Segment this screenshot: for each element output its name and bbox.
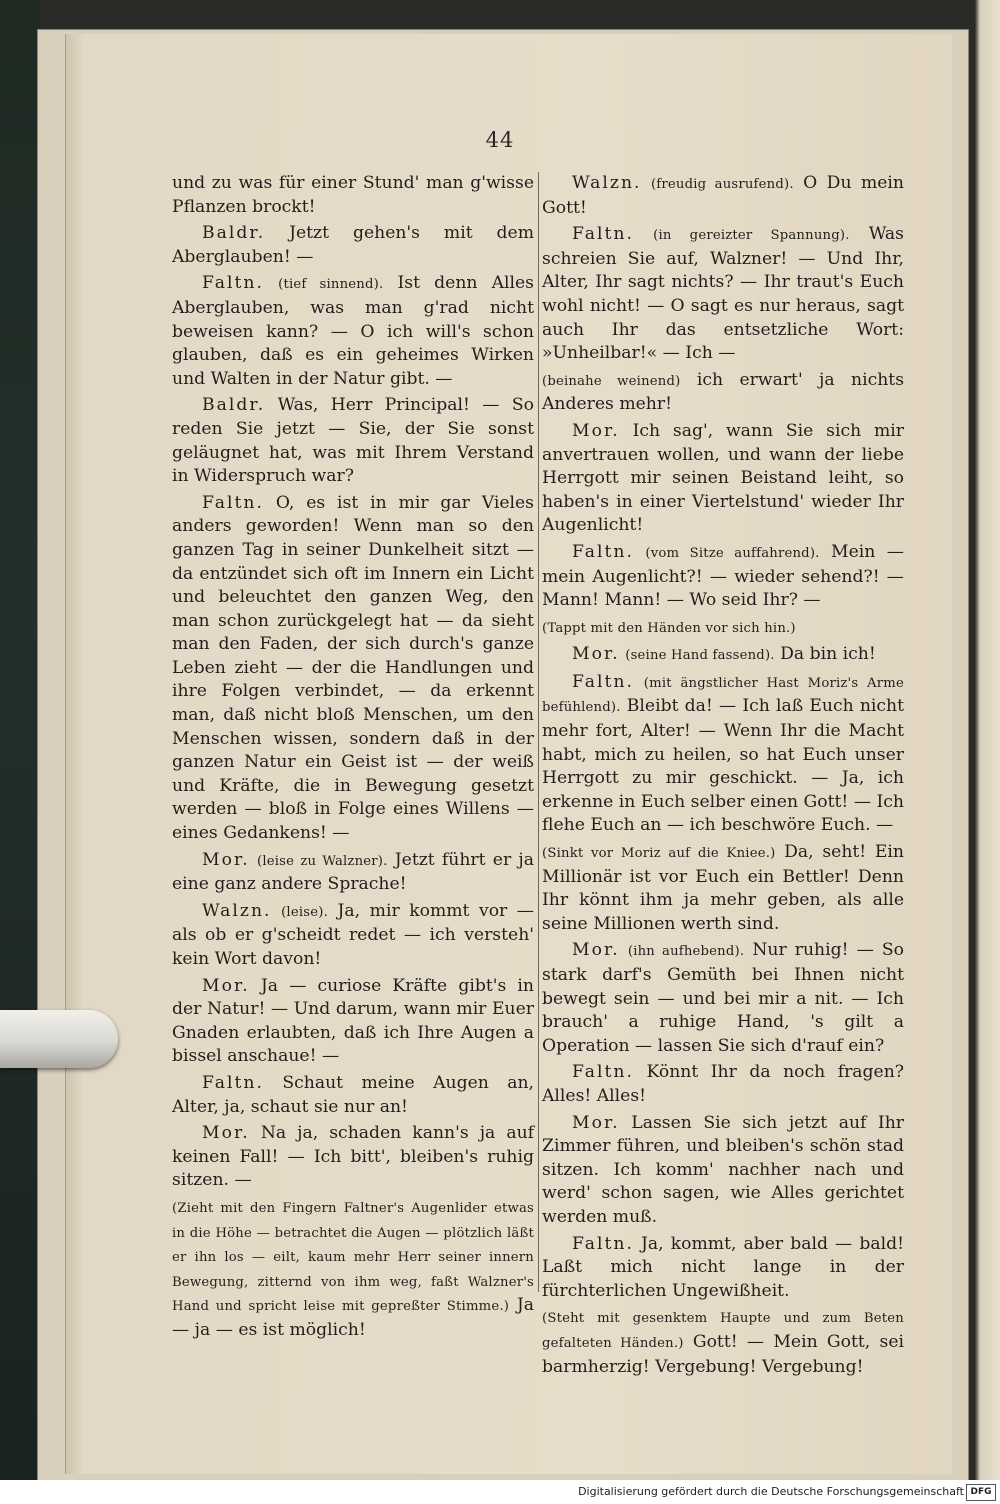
dialogue-text: ich erwart' ja nichts Anderes mehr! [542, 369, 905, 415]
dialogue-paragraph [542, 1306, 904, 1379]
dialogue-paragraph [172, 1122, 534, 1193]
dialogue-paragraph [542, 1112, 904, 1230]
dialogue-paragraph [542, 172, 904, 220]
binding-edge [0, 0, 40, 1480]
dialogue-paragraph [172, 172, 534, 219]
dialogue-text: O Du mein Gott! [542, 173, 904, 218]
dialogue-text: Was schreien Sie auf, Walzner! — Und Ihr, Alter, Ihr sagt nichts? — Ihr traut's Euch wohl nicht! — O sagt es nur heraus, sagt auch Ihr das entsetzliche Wort: »Unheilbar!« — Ich — [542, 224, 905, 364]
speaker-name: Faltn. [202, 492, 264, 513]
dialogue-paragraph [172, 272, 534, 391]
dialogue-paragraph [542, 541, 904, 613]
stage-direction: (ihn aufhebend). [627, 944, 745, 960]
speaker-name: Faltn. [572, 1233, 634, 1254]
dialogue-text: und zu was für einer Stund' man g'wisse Pflanzen brockt! [172, 173, 534, 217]
dialogue-text: Da, seht! Ein Millionär ist vor Euch ein Bettler! Denn Ihr könnt ihm ja mehr geben, als alle seine Millionen werth sind. [542, 842, 905, 934]
stage-direction: (tief sinnend). [278, 277, 384, 293]
dialogue-paragraph [542, 369, 904, 417]
dialogue-paragraph [542, 939, 904, 1058]
speaker-name: Mor. [202, 849, 250, 870]
stage-direction: (leise). [281, 904, 328, 920]
dialogue-text: Mein — mein Augenlicht?! — wieder sehend?! — Mann! Mann! — Wo seid Ihr? — [542, 541, 904, 611]
dialogue-text: O, es ist in mir gar Vieles anders geworden! Wenn man so den ganzen Tag in seiner Dunkelheit sitzt — da entzündet sich oft im Innern ein Licht und beleuchtet den ganzen Weg, den man schon zurückgelegt hat — da sieht man den Faden, der sich durch's ganze Leben zieht — der die Handlungen und ihre Folgen verbindet, — da erkennt man, daß nicht bloß Menschen, um den Menschen wissen, sondern daß in der ganzen Natur ein Geist ist — der weiß und Kräfte, die in Bewegung gesetzt werden — bloß in Folge eines Willens — eines Gedankens! — [172, 492, 534, 844]
speaker-name: Faltn. [202, 273, 264, 294]
dialogue-paragraph [172, 900, 534, 972]
speaker-name: Baldr. [202, 395, 266, 416]
speaker-name: Baldr. [202, 223, 266, 244]
dialogue-paragraph [542, 643, 904, 668]
dialogue-text: Ja — ja — es ist möglich! [172, 1295, 534, 1340]
dialogue-text: Da bin ich! [780, 644, 876, 665]
dialogue-paragraph [542, 841, 904, 936]
dialogue-paragraph [172, 1072, 534, 1119]
dialogue-paragraph [542, 223, 904, 366]
dialogue-text: Ja, mir kommt vor — als ob er g'scheidt redet — ich versteh' kein Wort davon! [172, 900, 534, 969]
dialogue-text: Lassen Sie sich jetzt auf Ihr Zimmer führen, und bleiben's schön stad sitzen. Ich komm' nachher nach und werd' schon sagen, wie Alles gerichtet werden muß. [542, 1112, 904, 1227]
stage-direction: (Tappt mit den Händen vor sich hin.) [542, 620, 796, 636]
stage-direction: (Steht mit gesenktem Haupte und zum Beten gefalteten Händen.) [542, 1311, 904, 1351]
dialogue-text: Was, Herr Principal! — So reden Sie jetzt — Sie, der Sie sonst geläugnet hat, was mit Ihrem Verstand in Widerspruch war? [172, 395, 534, 487]
stage-direction: (freudig ausrufend). [650, 177, 794, 192]
dialogue-paragraph [172, 394, 534, 488]
footer-credit: Digitalisierung gefördert durch die Deutsche Forschungsgemeinschaft [578, 1485, 964, 1498]
speaker-name: Mor. [202, 975, 250, 996]
speaker-name: Faltn. [572, 671, 634, 692]
dialogue-text: Bleibt da! — Ich laß Euch nicht mehr fort, Alter! — Wenn Ihr die Macht habt, mich zu heilen, so hat Euch unser Herrgott zu mir geschickt. — Ja, ich erkenne in Euch selber einen Gott! — Ich flehe Euch an — ich beschwöre Euch. — [542, 696, 904, 836]
dialogue-paragraph [542, 420, 904, 538]
stage-direction: (beinahe weinend) [542, 373, 681, 389]
dialogue-text: Nur ruhig! — So stark darf's Gemüth bei Ihnen nicht bewegt sein — und bei mir a nit. — Ich brauch' a ruhige Hand, 's gilt a Operation — lassen Sie sich d'rauf ein? [542, 940, 905, 1056]
stage-direction: (Sinkt vor Moriz auf die Kniee.) [542, 846, 776, 862]
speaker-name: Faltn. [572, 1062, 634, 1083]
speaker-name: Mor. [202, 1123, 250, 1144]
dialogue-paragraph [542, 1061, 904, 1108]
stage-direction: (in gereizter Spannung). [653, 228, 850, 244]
page-clip [0, 1010, 118, 1068]
dialogue-paragraph [172, 975, 534, 1069]
stage-direction: (vom Sitze auffahrend). [645, 545, 820, 561]
stage-direction: (Zieht mit den Fingern Faltner's Augenlider etwas in die Höhe — betrachtet die Augen — plötzlich läßt er ihn los — eilt, kaum mehr Herr seiner innern Bewegung, zitternd von ihm weg, faßt Walzner's Hand und spricht leise mit gepreßter Stimme.) [172, 1200, 534, 1315]
speaker-name: Mor. [572, 940, 620, 961]
speaker-name: Faltn. [202, 1072, 264, 1093]
dialogue-paragraph [172, 849, 534, 897]
dialogue-text: Ja, kommt, aber bald — bald! Laßt mich nicht lange in der fürchterlichen Ungewißheit. [542, 1233, 904, 1301]
dialogue-text: Gott! — Mein Gott, sei barmherzig! Vergebung! Vergebung! [542, 1331, 904, 1377]
stage-direction: (seine Hand fassend). [625, 648, 775, 664]
page-number: 44 [485, 128, 515, 152]
dialogue-paragraph [172, 492, 534, 846]
dialogue-text: Ja — curiose Kräfte gibt's in der Natur! — Und darum, wann mir Euer Gnaden erlaubten, daß ich Ihre Augen a bissel anschaue! — [172, 975, 534, 1067]
dialogue-text: Ich sag', wann Sie sich mir anvertrauen wollen, und wann der liebe Herrgott mir seinen Beistand leiht, so haben's in einer Viertelstund' wieder Ihr Augenlicht! [542, 420, 904, 536]
speaker-name: Walzn. [202, 900, 272, 921]
dialogue-text: Jetzt führt er ja eine ganz andere Sprache! [172, 849, 534, 895]
speaker-name: Walzn. [572, 173, 642, 193]
column-divider [538, 172, 539, 1292]
dialogue-text: Ist denn Alles Aberglauben, was man g'rad nicht beweisen kann? — O ich will's schon glauben, daß es ein geheimes Wirken und Walten in der Natur gibt. — [172, 273, 534, 389]
speaker-name: Faltn. [572, 224, 634, 245]
dialogue-text: Jetzt gehen's mit dem Aberglauben! — [172, 223, 534, 267]
next-page-edge [975, 0, 1000, 1480]
dfg-logo: DFG [966, 1484, 996, 1501]
speaker-name: Mor. [572, 420, 620, 441]
dialogue-paragraph [542, 671, 904, 838]
footer-bar [0, 1480, 1000, 1504]
speaker-name: Mor. [572, 644, 620, 665]
stage-direction: (mit ängstlicher Hast Moriz's Arme befühlend). [542, 675, 904, 716]
dialogue-paragraph [542, 616, 904, 641]
stage-direction: (leise zu Walzner). [257, 853, 388, 869]
dialogue-text: Könnt Ihr da noch fragen? Alles! Alles! [542, 1062, 904, 1106]
speaker-name: Faltn. [572, 541, 634, 562]
dialogue-paragraph [172, 1196, 534, 1343]
left-column [172, 172, 534, 1346]
dialogue-text: Schaut meine Augen an, Alter, ja, schaut sie nur an! [172, 1072, 535, 1117]
dialogue-paragraph [542, 1233, 904, 1304]
right-column [542, 172, 904, 1382]
speaker-name: Mor. [572, 1112, 620, 1133]
dialogue-paragraph [172, 222, 534, 269]
dialogue-text: Na ja, schaden kann's ja auf keinen Fall! — Ich bitt', bleiben's ruhig sitzen. — [172, 1123, 535, 1191]
